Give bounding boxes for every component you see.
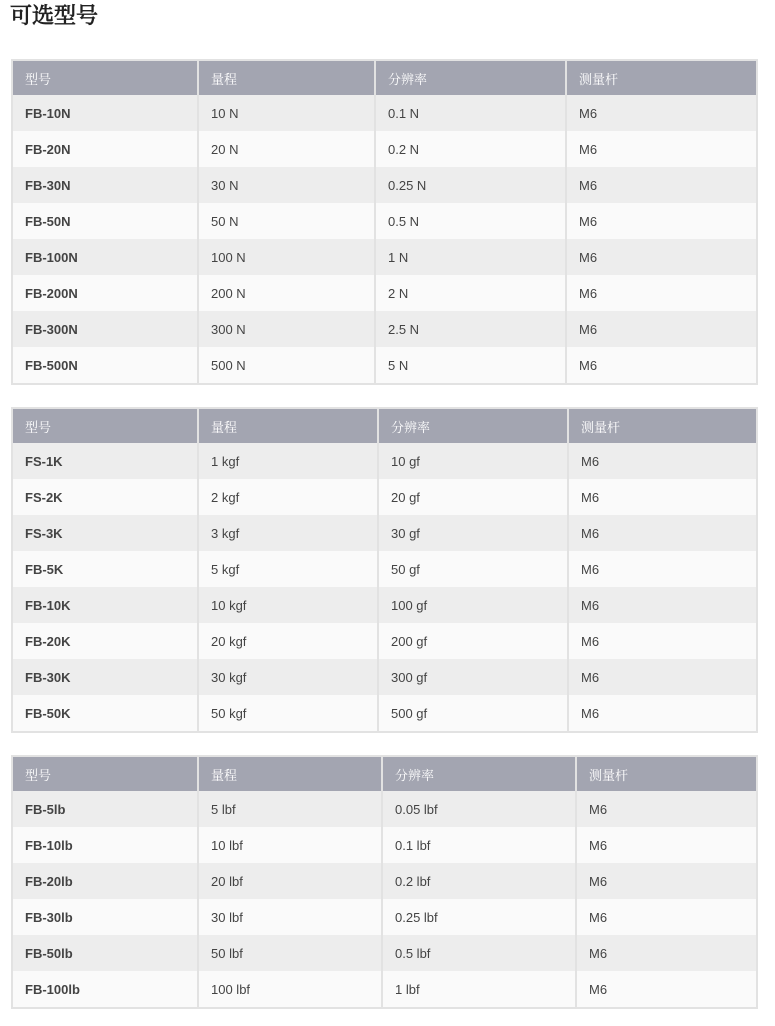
cell-resolution: 100 gf (378, 587, 568, 623)
cell-resolution: 1 N (375, 239, 566, 275)
header-row (12, 60, 757, 95)
cell-rod: M6 (568, 587, 757, 623)
table-row (12, 167, 757, 203)
spec-table-kgf (11, 407, 758, 733)
header-resolution: 分辨率 (382, 756, 576, 791)
cell-resolution: 0.1 N (375, 95, 566, 131)
cell-resolution: 1 lbf (382, 971, 576, 1008)
table-row (12, 623, 757, 659)
cell-rod: M6 (576, 971, 757, 1008)
table-row (12, 587, 757, 623)
cell-resolution: 0.5 lbf (382, 935, 576, 971)
cell-resolution: 50 gf (378, 551, 568, 587)
cell-rod: M6 (568, 515, 757, 551)
table-body (12, 443, 757, 732)
cell-model: FB-500N (12, 347, 198, 384)
cell-model: FB-50K (12, 695, 198, 732)
cell-range: 3 kgf (198, 515, 378, 551)
cell-rod: M6 (568, 443, 757, 479)
cell-range: 100 lbf (198, 971, 382, 1008)
cell-model: FB-30N (12, 167, 198, 203)
header-model: 型号 (12, 60, 198, 95)
cell-rod: M6 (568, 659, 757, 695)
cell-range: 200 N (198, 275, 375, 311)
cell-rod: M6 (568, 695, 757, 732)
cell-model: FB-10K (12, 587, 198, 623)
table-row (12, 311, 757, 347)
cell-rod: M6 (566, 95, 757, 131)
cell-model: FB-5K (12, 551, 198, 587)
cell-rod: M6 (566, 275, 757, 311)
cell-model: FB-20N (12, 131, 198, 167)
cell-range: 50 N (198, 203, 375, 239)
header-range: 量程 (198, 756, 382, 791)
table-row (12, 203, 757, 239)
cell-range: 50 kgf (198, 695, 378, 732)
header-range: 量程 (198, 60, 375, 95)
table-row (12, 827, 757, 863)
cell-range: 300 N (198, 311, 375, 347)
cell-range: 100 N (198, 239, 375, 275)
cell-rod: M6 (576, 827, 757, 863)
cell-resolution: 200 gf (378, 623, 568, 659)
cell-rod: M6 (576, 863, 757, 899)
header-row (12, 408, 757, 443)
cell-range: 50 lbf (198, 935, 382, 971)
cell-range: 30 N (198, 167, 375, 203)
table-body (12, 95, 757, 384)
table-row (12, 899, 757, 935)
cell-model: FB-10N (12, 95, 198, 131)
table-row (12, 515, 757, 551)
table-header (12, 60, 757, 95)
cell-resolution: 0.2 lbf (382, 863, 576, 899)
cell-range: 10 kgf (198, 587, 378, 623)
table-row (12, 551, 757, 587)
cell-range: 10 N (198, 95, 375, 131)
cell-resolution: 5 N (375, 347, 566, 384)
table-row (12, 695, 757, 732)
cell-resolution: 500 gf (378, 695, 568, 732)
header-model: 型号 (12, 408, 198, 443)
table-row (12, 863, 757, 899)
header-row (12, 756, 757, 791)
page-title: 可选型号 (10, 3, 99, 28)
header-model: 型号 (12, 756, 198, 791)
cell-resolution: 20 gf (378, 479, 568, 515)
cell-rod: M6 (576, 935, 757, 971)
cell-model: FB-50lb (12, 935, 198, 971)
table-row (12, 935, 757, 971)
cell-range: 5 lbf (198, 791, 382, 827)
table-row (12, 95, 757, 131)
cell-rod: M6 (576, 791, 757, 827)
cell-range: 5 kgf (198, 551, 378, 587)
cell-resolution: 0.5 N (375, 203, 566, 239)
cell-resolution: 0.05 lbf (382, 791, 576, 827)
cell-range: 2 kgf (198, 479, 378, 515)
table-row (12, 791, 757, 827)
cell-resolution: 10 gf (378, 443, 568, 479)
header-range: 量程 (198, 408, 378, 443)
cell-resolution: 0.25 lbf (382, 899, 576, 935)
cell-model: FB-100N (12, 239, 198, 275)
table-row (12, 971, 757, 1008)
cell-model: FB-20K (12, 623, 198, 659)
cell-resolution: 0.1 lbf (382, 827, 576, 863)
cell-model: FB-100lb (12, 971, 198, 1008)
cell-rod: M6 (566, 311, 757, 347)
cell-model: FB-5lb (12, 791, 198, 827)
cell-range: 500 N (198, 347, 375, 384)
header-resolution: 分辨率 (375, 60, 566, 95)
cell-model: FB-200N (12, 275, 198, 311)
table-header (12, 408, 757, 443)
table-header (12, 756, 757, 791)
header-rod: 测量杆 (576, 756, 757, 791)
cell-range: 30 lbf (198, 899, 382, 935)
cell-range: 20 kgf (198, 623, 378, 659)
cell-rod: M6 (566, 203, 757, 239)
spec-table-newton (11, 59, 758, 385)
cell-range: 30 kgf (198, 659, 378, 695)
cell-resolution: 0.25 N (375, 167, 566, 203)
cell-range: 10 lbf (198, 827, 382, 863)
table-row (12, 239, 757, 275)
table-row (12, 479, 757, 515)
cell-model: FB-20lb (12, 863, 198, 899)
header-resolution: 分辨率 (378, 408, 568, 443)
cell-rod: M6 (566, 239, 757, 275)
cell-model: FS-1K (12, 443, 198, 479)
cell-rod: M6 (566, 131, 757, 167)
table-row (12, 131, 757, 167)
cell-resolution: 2.5 N (375, 311, 566, 347)
cell-rod: M6 (568, 479, 757, 515)
cell-resolution: 2 N (375, 275, 566, 311)
cell-range: 20 lbf (198, 863, 382, 899)
cell-model: FB-50N (12, 203, 198, 239)
cell-resolution: 300 gf (378, 659, 568, 695)
header-rod: 测量杆 (568, 408, 757, 443)
spec-table-lbf (11, 755, 758, 1009)
cell-rod: M6 (566, 167, 757, 203)
cell-model: FB-300N (12, 311, 198, 347)
cell-range: 20 N (198, 131, 375, 167)
table-body (12, 791, 757, 1008)
cell-model: FB-30lb (12, 899, 198, 935)
cell-model: FS-3K (12, 515, 198, 551)
cell-model: FB-10lb (12, 827, 198, 863)
cell-model: FS-2K (12, 479, 198, 515)
table-row (12, 659, 757, 695)
cell-rod: M6 (566, 347, 757, 384)
cell-rod: M6 (568, 623, 757, 659)
table-row (12, 347, 757, 384)
cell-range: 1 kgf (198, 443, 378, 479)
cell-rod: M6 (568, 551, 757, 587)
cell-resolution: 30 gf (378, 515, 568, 551)
cell-rod: M6 (576, 899, 757, 935)
cell-resolution: 0.2 N (375, 131, 566, 167)
table-row (12, 275, 757, 311)
cell-model: FB-30K (12, 659, 198, 695)
header-rod: 测量杆 (566, 60, 757, 95)
table-row (12, 443, 757, 479)
